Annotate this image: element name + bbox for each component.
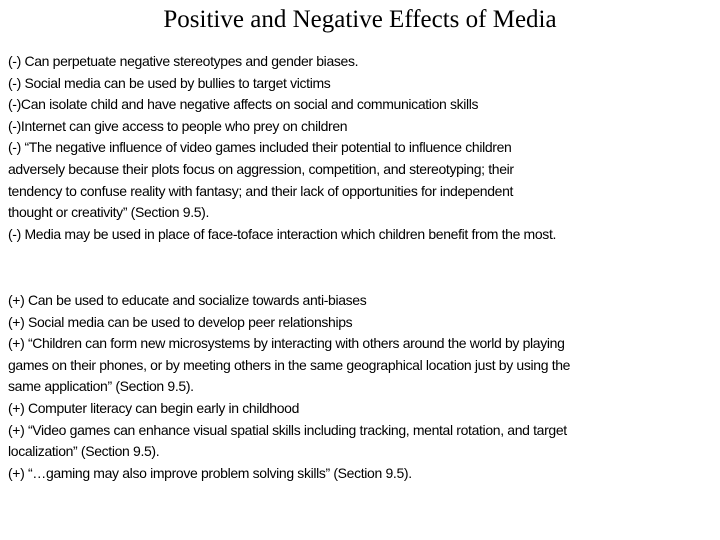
list-line: (-) Social media can be used by bullies to target victims xyxy=(8,74,331,91)
list-line: (+) Can be used to educate and socialize towards anti-biases xyxy=(8,292,367,308)
list-line: (+) “Video games can enhance visual spatial skills including tracking, mental rotation, and target xyxy=(8,421,567,438)
list-line: (+) “Children can form new microsystems by interacting with others around the world by playing xyxy=(8,335,565,352)
list-line: (-)Can isolate child and have negative affects on social and communication skills xyxy=(8,96,479,113)
slide-title: Positive and Negative Effects of Media xyxy=(163,6,557,33)
list-line: thought or creativity” (Section 9.5). xyxy=(8,204,210,221)
positive-effects-list xyxy=(8,290,720,484)
list-line: (+) “…gaming may also improve problem solving skills” (Section 9.5). xyxy=(8,464,412,481)
list-line: (+) Computer literacy can begin early in childhood xyxy=(8,399,300,416)
list-line: games on their phones, or by meeting others in the same geographical location just by using the xyxy=(8,356,571,373)
list-line: (-)Internet can give access to people who prey on children xyxy=(8,117,348,134)
list-line: (-) “The negative influence of video games included their potential to influence children xyxy=(8,139,512,156)
list-line: adversely because their plots focus on aggression, competition, and stereotyping; their xyxy=(8,160,514,177)
list-line: (+) Social media can be used to develop peer relationships xyxy=(8,313,353,330)
list-line: localization” (Section 9.5). xyxy=(8,443,160,460)
list-line: same application” (Section 9.5). xyxy=(8,378,194,395)
list-line: tendency to confuse reality with fantasy; and their lack of opportunities for independent xyxy=(8,182,514,199)
negative-effects-list xyxy=(8,51,720,245)
list-line: (-) Media may be used in place of face-toface interaction which children benefit from the most. xyxy=(8,225,557,242)
list-line: (-) Can perpetuate negative stereotypes and gender biases. xyxy=(8,53,359,69)
